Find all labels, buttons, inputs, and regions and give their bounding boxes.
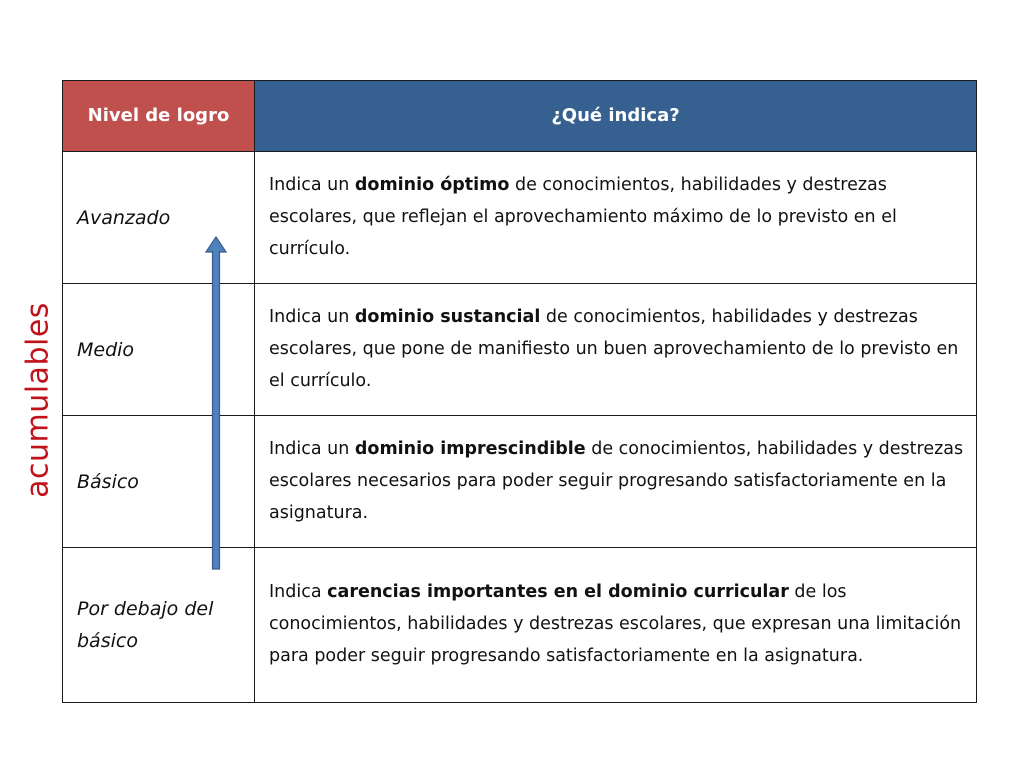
level-name: Medio: [63, 284, 255, 416]
description-emphasis: carencias importantes en el dominio curricular: [327, 582, 789, 602]
level-description: [255, 416, 977, 548]
description-suffix: de los conocimientos, habilidades y destrezas escolares, que expresan una limitación para poder seguir progresando satisfactoriamente en la asignatura.: [269, 582, 962, 666]
side-label-text: acumulables: [20, 302, 56, 498]
level-name: Por debajo del básico: [63, 548, 255, 703]
description-prefix: Indica un: [269, 438, 355, 459]
up-arrow-icon: [205, 236, 227, 570]
achievement-levels-table: [62, 80, 977, 703]
header-level: Nivel de logro: [63, 81, 255, 152]
level-description: [255, 284, 977, 416]
table-row: [63, 152, 977, 284]
table-row: [63, 416, 977, 548]
up-arrow-shape: [206, 237, 226, 569]
description-prefix: Indica un: [269, 306, 355, 327]
level-name: Avanzado: [63, 152, 255, 284]
header-meaning: ¿Qué indica?: [255, 81, 977, 152]
description-prefix: Indica: [269, 582, 328, 602]
table-header-row: [63, 81, 977, 152]
table-row: [63, 548, 977, 703]
description-suffix: de conocimientos, habilidades y destrezas escolares necesarios para poder seguir progresando satisfactoriamente en la asignatura.: [269, 438, 964, 523]
description-emphasis: dominio imprescindible: [354, 438, 586, 459]
description-emphasis: dominio óptimo: [354, 174, 510, 195]
table-row: [63, 284, 977, 416]
level-name: Básico: [63, 416, 255, 548]
side-label: [8, 270, 68, 530]
description-suffix: de conocimientos, habilidades y destrezas escolares, que reflejan el aprovechamiento máximo de lo previsto en el currículo.: [269, 174, 897, 259]
level-description: [255, 548, 977, 703]
description-suffix: de conocimientos, habilidades y destrezas escolares, que pone de manifiesto un buen aprovechamiento de lo previsto en el currículo.: [269, 306, 959, 391]
level-description: [255, 152, 977, 284]
description-prefix: Indica un: [269, 174, 355, 195]
description-emphasis: dominio sustancial: [354, 306, 541, 327]
